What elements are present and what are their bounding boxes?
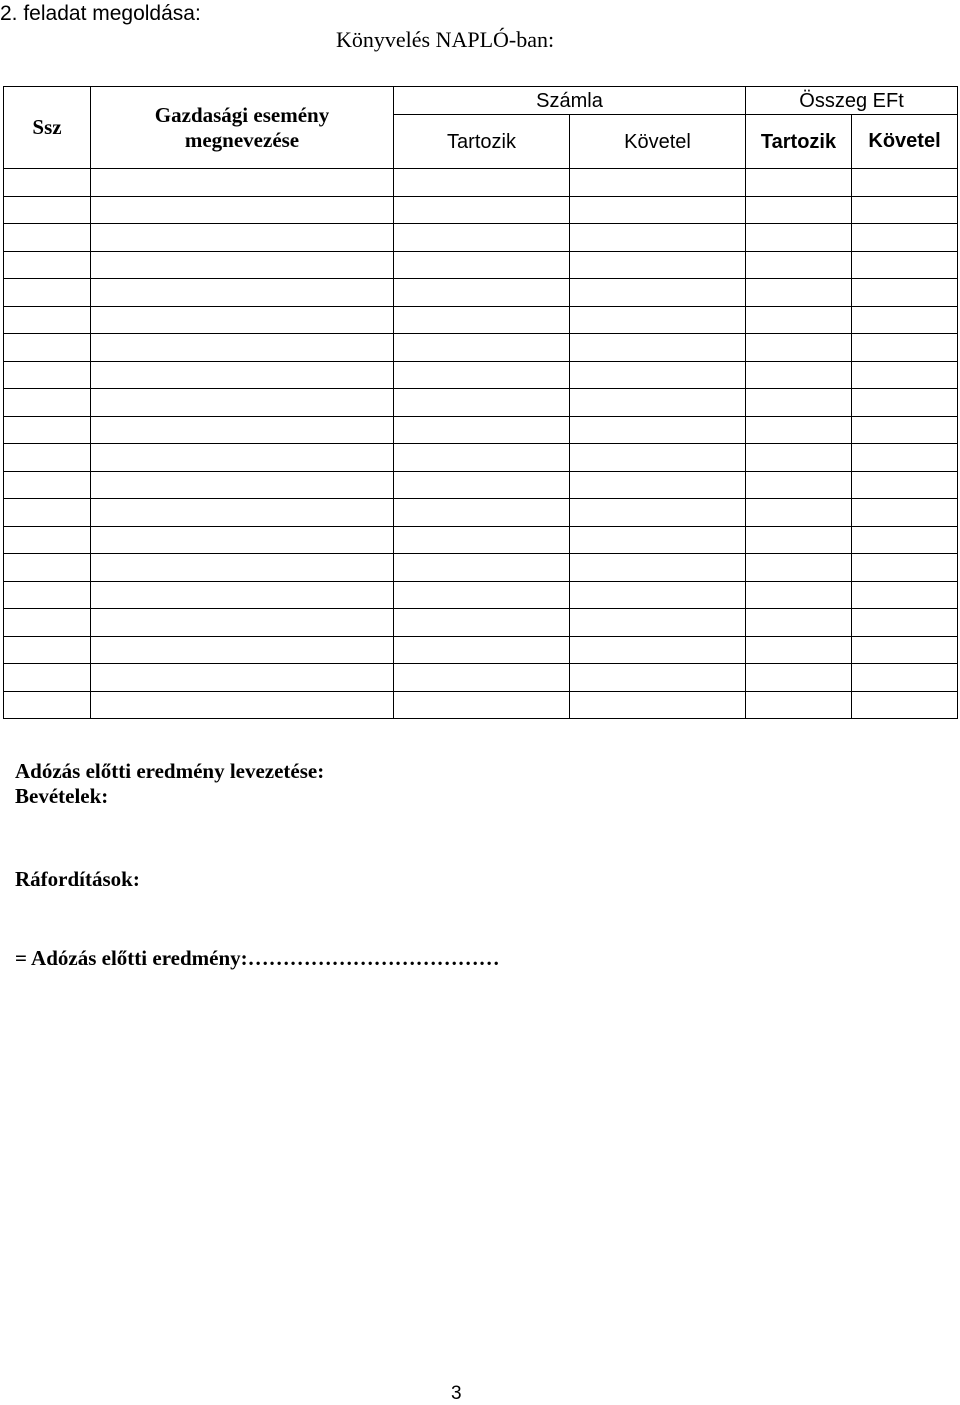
table-cell [746, 334, 852, 362]
table-cell [394, 416, 570, 444]
table-cell [746, 609, 852, 637]
table-cell [4, 526, 91, 554]
table-cell [4, 691, 91, 719]
table-cell [4, 416, 91, 444]
table-cell [570, 609, 746, 637]
table-cell [394, 609, 570, 637]
table-cell [746, 691, 852, 719]
task-heading: 2. feladat megoldása: [0, 2, 201, 25]
table-cell [570, 169, 746, 197]
table-cell [746, 444, 852, 472]
table-cell [4, 664, 91, 692]
table-cell [852, 526, 958, 554]
table-cell [570, 664, 746, 692]
table-cell [852, 224, 958, 252]
journal-body [4, 169, 958, 719]
table-cell [91, 499, 394, 527]
table-row [4, 224, 958, 252]
header-amount-debit: Tartozik [746, 115, 852, 169]
table-cell [394, 389, 570, 417]
table-cell [91, 636, 394, 664]
table-cell [91, 664, 394, 692]
table-cell [4, 224, 91, 252]
table-cell [394, 691, 570, 719]
table-cell [4, 196, 91, 224]
table-cell [746, 499, 852, 527]
table-cell [394, 636, 570, 664]
table-cell [91, 334, 394, 362]
table-cell [852, 581, 958, 609]
header-account-debit: Tartozik [394, 115, 570, 169]
table-cell [570, 444, 746, 472]
table-cell [91, 581, 394, 609]
table-cell [394, 444, 570, 472]
table-cell [4, 361, 91, 389]
table-cell [570, 251, 746, 279]
table-cell [91, 526, 394, 554]
header-event: Gazdasági esemény megnevezése [91, 87, 394, 169]
table-cell [852, 196, 958, 224]
table-cell [746, 251, 852, 279]
table-cell [394, 306, 570, 334]
table-cell [91, 224, 394, 252]
table-cell [91, 169, 394, 197]
table-cell [394, 361, 570, 389]
table-cell [394, 334, 570, 362]
table-cell [394, 581, 570, 609]
table-cell [4, 581, 91, 609]
table-cell [852, 279, 958, 307]
table-cell [746, 169, 852, 197]
table-cell [4, 471, 91, 499]
table-row [4, 471, 958, 499]
header-account-credit: Követel [570, 115, 746, 169]
table-cell [4, 389, 91, 417]
table-row [4, 609, 958, 637]
table-cell [4, 334, 91, 362]
table-cell [570, 196, 746, 224]
table-cell [91, 251, 394, 279]
table-cell [746, 581, 852, 609]
table-cell [746, 554, 852, 582]
table-cell [852, 554, 958, 582]
table-cell [570, 581, 746, 609]
table-cell [91, 471, 394, 499]
result-label: = Adózás előtti eredmény:……………………………… [15, 946, 500, 970]
table-cell [91, 361, 394, 389]
table-cell [746, 389, 852, 417]
table-row [4, 499, 958, 527]
table-cell [570, 554, 746, 582]
table-cell [746, 224, 852, 252]
table-row [4, 554, 958, 582]
table-row [4, 334, 958, 362]
table-row [4, 196, 958, 224]
table-cell [746, 471, 852, 499]
table-row [4, 389, 958, 417]
table-cell [852, 389, 958, 417]
page-title: Könyvelés NAPLÓ-ban: [336, 27, 555, 52]
table-row [4, 169, 958, 197]
table-cell [91, 389, 394, 417]
table-cell [394, 664, 570, 692]
table-row [4, 444, 958, 472]
table-row [4, 416, 958, 444]
table-cell [852, 334, 958, 362]
table-cell [570, 499, 746, 527]
table-row [4, 361, 958, 389]
summary-heading: Adózás előtti eredmény levezetése: [15, 759, 325, 783]
table-row [4, 279, 958, 307]
table-cell [4, 554, 91, 582]
table-cell [570, 636, 746, 664]
table-cell [746, 526, 852, 554]
table-cell [746, 636, 852, 664]
table-cell [570, 691, 746, 719]
expenses-label: Ráfordítások: [15, 867, 140, 891]
table-cell [91, 306, 394, 334]
table-cell [852, 416, 958, 444]
table-cell [570, 526, 746, 554]
table-cell [4, 169, 91, 197]
table-cell [394, 251, 570, 279]
table-row [4, 636, 958, 664]
table-row [4, 306, 958, 334]
table-cell [394, 471, 570, 499]
table-cell [746, 306, 852, 334]
page-number: 3 [451, 1383, 462, 1404]
table-cell [4, 636, 91, 664]
table-cell [394, 169, 570, 197]
table-cell [91, 196, 394, 224]
header-ssz: Ssz [4, 87, 91, 169]
table-cell [394, 499, 570, 527]
table-cell [570, 306, 746, 334]
journal-table [3, 86, 958, 719]
table-cell [570, 361, 746, 389]
table-cell [570, 471, 746, 499]
table-cell [91, 691, 394, 719]
table-cell [852, 664, 958, 692]
table-cell [852, 361, 958, 389]
table-cell [852, 691, 958, 719]
table-cell [852, 609, 958, 637]
table-cell [4, 444, 91, 472]
table-cell [746, 664, 852, 692]
table-cell [570, 389, 746, 417]
table-cell [746, 279, 852, 307]
table-cell [91, 279, 394, 307]
table-cell [394, 224, 570, 252]
table-cell [91, 444, 394, 472]
table-cell [91, 609, 394, 637]
table-cell [394, 196, 570, 224]
table-cell [852, 169, 958, 197]
table-cell [394, 279, 570, 307]
table-cell [570, 334, 746, 362]
table-cell [746, 361, 852, 389]
table-cell [4, 306, 91, 334]
table-cell [4, 251, 91, 279]
table-cell [852, 251, 958, 279]
table-cell [570, 279, 746, 307]
table-row [4, 581, 958, 609]
income-label: Bevételek: [15, 784, 109, 808]
table-row [4, 691, 958, 719]
header-account-group: Számla [394, 87, 746, 115]
table-cell [91, 554, 394, 582]
table-cell [4, 609, 91, 637]
table-row [4, 664, 958, 692]
table-cell [570, 224, 746, 252]
table-cell [852, 636, 958, 664]
header-amount-credit: Követel [852, 115, 958, 169]
table-cell [394, 554, 570, 582]
table-cell [394, 526, 570, 554]
table-cell [852, 499, 958, 527]
header-amount-group: Összeg EFt [746, 87, 958, 115]
table-cell [4, 499, 91, 527]
table-cell [4, 279, 91, 307]
table-cell [852, 471, 958, 499]
table-row [4, 251, 958, 279]
table-cell [746, 416, 852, 444]
table-cell [746, 196, 852, 224]
table-cell [852, 444, 958, 472]
table-cell [570, 416, 746, 444]
table-row [4, 526, 958, 554]
table-cell [852, 306, 958, 334]
table-cell [91, 416, 394, 444]
